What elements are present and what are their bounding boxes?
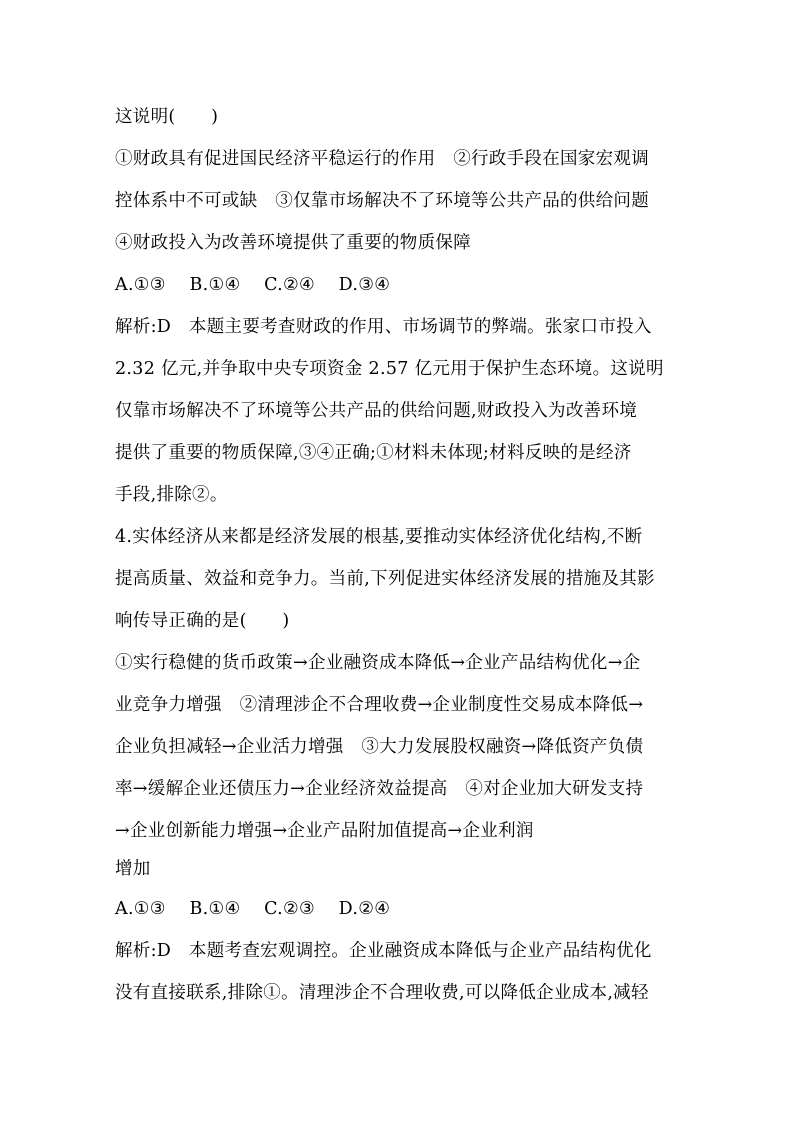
q4-statement-line: 增加 bbox=[115, 859, 151, 879]
q3-analysis-line: 手段,排除②。 bbox=[115, 485, 228, 505]
q3-options: A.①③ B.①④ C.②④ D.③④ bbox=[115, 275, 391, 295]
q4-statement-line: 率→缓解企业还债压力→企业经济效益提高 ④对企业加大研发支持 bbox=[115, 779, 644, 799]
q4-stem-line: 响传导正确的是( ) bbox=[115, 611, 290, 631]
q4-analysis-line: 解析:D 本题考查宏观调控。企业融资成本降低与企业产品结构优化 bbox=[115, 941, 652, 961]
q4-stem-line: 4.实体经济从来都是经济发展的根基,要推动实体经济优化结构,不断 bbox=[115, 527, 643, 547]
q3-analysis-line: 仅靠市场解决不了环境等公共产品的供给问题,财政投入为改善环境 bbox=[115, 401, 638, 421]
q4-options: A.①③ B.①④ C.②③ D.②④ bbox=[115, 899, 391, 919]
q4-statement-line: 企业负担减轻→企业活力增强 ③大力发展股权融资→降低资产负债 bbox=[115, 737, 644, 757]
q4-analysis-line: 没有直接联系,排除①。清理涉企不合理收费,可以降低企业成本,减轻 bbox=[115, 983, 649, 1003]
q3-analysis-line: 2.32 亿元,并争取中央专项资金 2.57 亿元用于保护生态环境。这说明 bbox=[115, 359, 664, 379]
q3-stem-end: 这说明( ) bbox=[115, 107, 219, 127]
q3-statement-line: ④财政投入为改善环境提供了重要的物质保障 bbox=[115, 233, 471, 253]
q3-analysis-line: 解析:D 本题主要考查财政的作用、市场调节的弊端。张家口市投入 bbox=[115, 317, 652, 337]
q4-statement-line: ①实行稳健的货币政策→企业融资成本降低→企业产品结构优化→企 bbox=[115, 653, 641, 673]
q3-statement-line: 控体系中不可或缺 ③仅靠市场解决不了环境等公共产品的供给问题 bbox=[115, 191, 649, 211]
q3-analysis-line: 提供了重要的物质保障,③④正确;①材料未体现;材料反映的是经济 bbox=[115, 443, 632, 463]
q4-statement-line: →企业创新能力增强→企业产品附加值提高→企业利润 bbox=[115, 821, 534, 841]
q4-stem-line: 提高质量、效益和竞争力。当前,下列促进实体经济发展的措施及其影 bbox=[115, 569, 655, 589]
q4-statement-line: 业竞争力增强 ②清理涉企不合理收费→企业制度性交易成本降低→ bbox=[115, 695, 644, 715]
q3-statement-line: ①财政具有促进国民经济平稳运行的作用 ②行政手段在国家宏观调 bbox=[115, 149, 649, 169]
